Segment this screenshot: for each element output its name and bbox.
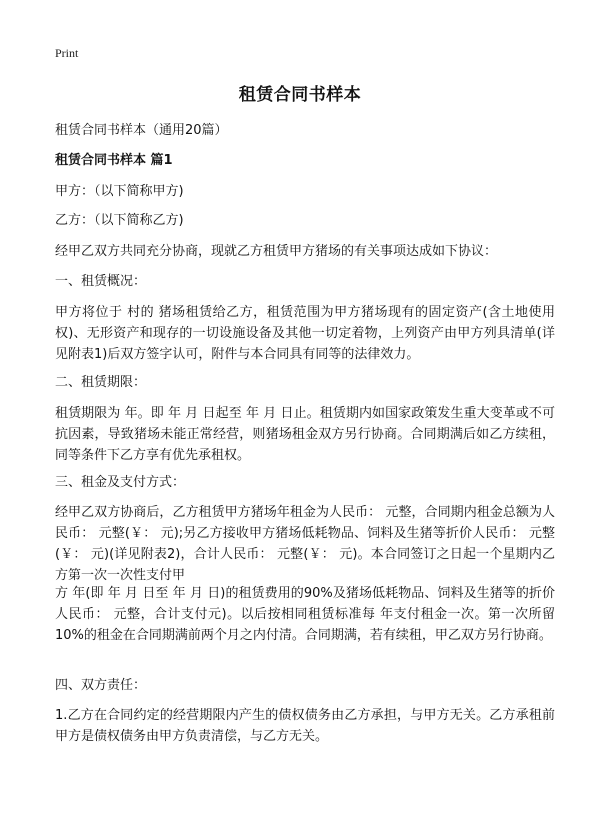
clause-1-body: 甲方将位于 村的 猪场租赁给乙方，租赁范围为甲方猪场现有的固定资产(含土地使用权)、无形资产和现存的一切设施设备及其他一切定着物，上列资产由甲方列具清单(详见附表1)后双方签字认可，附件与本合同具有同等的法律效力。 — [55, 305, 555, 362]
clause-2-heading: 二、租赁期限： — [55, 375, 147, 390]
clause-2-body: 租赁期限为 年。即 年 月 日起至 年 月 日止。租赁期内如国家政策发生重大变革或不可抗因素，导致猪场未能正常经营，则猪场租金双方另行协商。合同期满后如乙方续租，同等条件下乙方享有优先承租权。 — [55, 406, 555, 463]
print-link[interactable]: Print — [55, 46, 79, 60]
party-b-line: 乙方：（以下简称乙方) — [55, 213, 184, 228]
clause-3-body-part-2: 方 年(即 年 月 日至 年 月 日)的租赁费用的90%及猪场低耗物品、饲料及生猪等的折价人民币： 元整，合计支付元)。以后按相同租赁标准每 年支付租金一次。第一次所留10%的租金在合同期满前两个月之内付清。合同期满，若有续租，甲乙双方另行协商。 — [55, 586, 555, 643]
party-a-line: 甲方：（以下简称甲方) — [55, 184, 184, 199]
document-title: 租赁合同书样本 — [238, 85, 362, 105]
clause-3-heading: 三、租金及支付方式： — [55, 475, 186, 490]
section-title: 租赁合同书样本 篇1 — [55, 153, 173, 168]
clause-4-body: 1.乙方在合同约定的经营期限内产生的债权债务由乙方承担，与甲方无关。乙方承租前甲方是债权债务由甲方负责清偿，与乙方无关。 — [55, 708, 555, 744]
intro-paragraph: 经甲乙双方共同充分协商，现就乙方租赁甲方猪场的有关事项达成如下协议： — [55, 244, 498, 259]
clause-1-heading: 一、租赁概况： — [55, 274, 147, 289]
clause-3-body-part-1: 经甲乙双方协商后，乙方租赁甲方猪场年租金为人民币： 元整，合同期内租金总额为人民币： 元整(￥： 元);另乙方接收甲方猪场低耗物品、饲料及生猪等折价人民币： 元整(￥： 元)(详见附表2)，合计人民币： 元整(￥： 元)。本合同签订之日起一个星期内乙方第一次一次性支付甲 — [55, 505, 555, 583]
document-subtitle: 租赁合同书样本（通用20篇） — [55, 123, 228, 138]
clause-4-heading: 四、双方责任： — [55, 678, 147, 693]
